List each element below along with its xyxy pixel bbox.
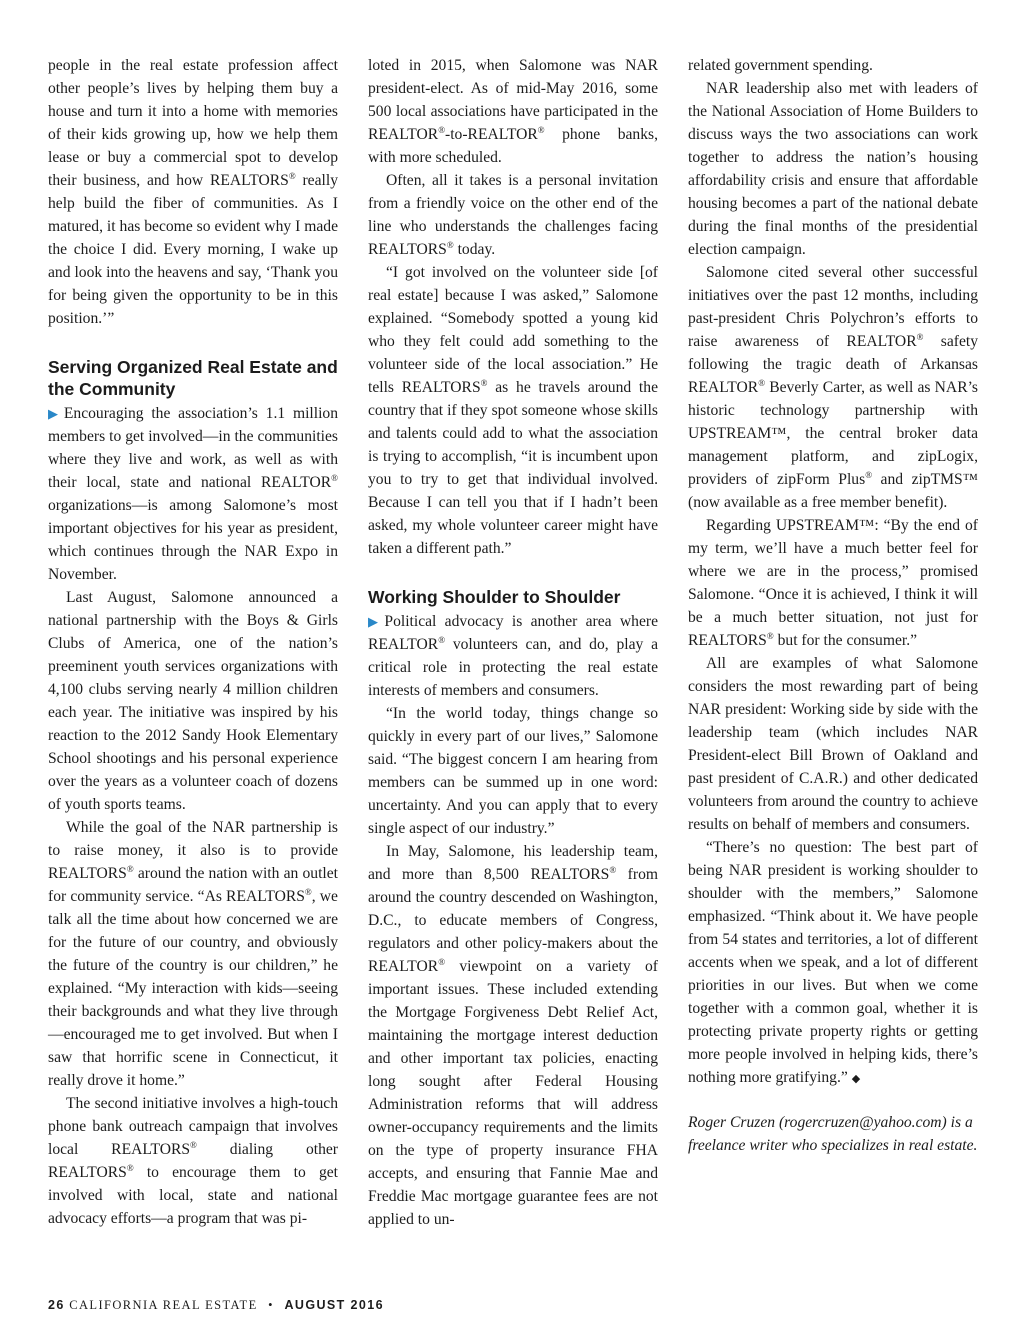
arrow-icon: ▶	[48, 406, 62, 421]
paragraph: Last August, Salomone announced a national partnership with the Boys & Girls Clubs of America, one of the nation’s preeminent youth services organizations with 4,100 clubs serving nearly 4 million children each year. The initiative was inspired by his reaction to the 2012 Sandy Hook Elementary School shootings and his personal experience over the years as a volunteer coach of dozens of youth sports teams.	[48, 589, 338, 813]
paragraph: The second initiative involves a high-touch phone bank outreach campaign that involves local REALTORS® dialing other REALTORS® to encourage them to get involved with local, state and national advocacy efforts—a program that was pi-	[48, 1095, 338, 1227]
paragraph: related government spending.	[688, 57, 873, 74]
paragraph: “I got involved on the volunteer side [of real estate] because I was asked,” Salomone explained. “Somebody spotted a young kid who they felt could add something to the volunteer side of the local association.” He tells REALTORS® as he travels around the country that if they spot someone whose skills and talents could add to what the association is trying to accomplish, “it is incumbent upon you to try to get that individual involved. Because I can tell you that if I hadn’t been asked, my whole volunteer career might have taken a different path.”	[368, 264, 658, 557]
paragraph: While the goal of the NAR partnership is to raise money, it also is to provide REALTORS® around the nation with an outlet for community service. “As REALTORS®, we talk all the time about how concerned we are for the future of our country, and obviously the future of the country is our children,” he explained. “My interaction with kids—seeing their backgrounds and what they live through—encouraged me to get involved. But when I saw that horrific scene in Connecticut, it really drove it home.”	[48, 819, 338, 1089]
paragraph: NAR leadership also met with leaders of the National Association of Home Builders to discuss ways the two associations can work together to address the nation’s housing affordability crisis and ensure that affordable housing becomes a part of the national debate during the final months of the presidential election campaign.	[688, 80, 978, 258]
paragraph: Regarding UPSTREAM™: “By the end of my term, we’ll have a much better feel for where we are in the process,” promised Salomone. “Once it is achieved, I think it will be a much better situation, not just for REALTORS® but for the consumer.”	[688, 517, 978, 649]
paragraph: ▶ Encouraging the association’s 1.1 million members to get involved—in the communities where they live and work, as well as with their local, state and national REALTOR® organizations—is among Salomone’s most important objectives for his year as president, which continues through the NAR Expo in November.	[48, 405, 338, 583]
issue-date: AUGUST 2016	[284, 1298, 384, 1312]
section-heading: Working Shoulder to Shoulder	[368, 587, 621, 607]
page-footer	[48, 1298, 384, 1313]
footer-separator: •	[268, 1298, 274, 1312]
publication-name: CALIFORNIA REAL ESTATE	[69, 1298, 258, 1312]
paragraph: ▶ Political advocacy is another area where REALTOR® volunteers can, and do, play a critical role in protecting the real estate interests of members and consumers.	[368, 613, 658, 699]
page-number: 26	[48, 1298, 65, 1312]
article-column-1	[48, 54, 338, 1230]
article-column-2	[368, 54, 658, 1231]
paragraph: In May, Salomone, his leadership team, and more than 8,500 REALTORS® from around the country descended on Washington, D.C., to educate members of Congress, regulators and other policy-makers about the REALTOR® viewpoint on a variety of important issues. These included extending the Mortgage Forgiveness Debt Relief Act, maintaining the mortgage interest deduction and other important tax policies, enacting long sought after Federal Housing Administration reforms that will address owner-occupancy requirements and the limits on the type of property insurance FHA accepts, and ensuring that Fannie Mae and Freddie Mac mortgage guarantee fees are not applied to un-	[368, 843, 658, 1228]
article-column-3	[688, 54, 978, 1157]
paragraph: loted in 2015, when Salomone was NAR president-elect. As of mid-May 2016, some 500 local associations have participated in the REALTOR®-to-REALTOR® phone banks, with more scheduled.	[368, 57, 658, 166]
author-byline: Roger Cruzen (rogercruzen@yahoo.com) is a freelance writer who specializes in real estate.	[688, 1114, 978, 1154]
arrow-icon: ▶	[368, 614, 383, 629]
paragraph: people in the real estate profession affect other people’s lives by helping them buy a house and turn it into a home with memories of their kids growing up, how we help them lease or buy a commercial spot to develop their business, and how REALTORS® really help build the fiber of communities. As I matured, it has become so evident why I made the choice I did. Every morning, I wake up and look into the heavens and say, ‘Thank you for being given the opportunity to be in this position.’”	[48, 57, 338, 327]
paragraph: Often, all it takes is a personal invitation from a friendly voice on the other end of the line who understands the challenges facing REALTORS® today.	[368, 172, 658, 258]
paragraph: “There’s no question: The best part of being NAR president is working shoulder to shoulder with the members,” Salomone emphasized. “Think about it. We have people from 54 states and territories, a lot of different accents when we speak, and a lot of different priorities in our lives. But when we come together with a common goal, whether it is protecting private property rights or getting more people involved in helping kids, there’s nothing more gratifying.” ◆	[688, 839, 978, 1086]
paragraph: All are examples of what Salomone considers the most rewarding part of being NAR president: Working side by side with the leadership team (which includes NAR President-elect Bill Brown of Oakland and past president of C.A.R.) and other dedicated volunteers from around the country to achieve results on behalf of members and consumers.	[688, 655, 978, 833]
paragraph: “In the world today, things change so quickly in every part of our lives,” Salomone said. “The biggest concern I am hearing from members can be summed up in one word: uncertainty. And you can apply that to every single aspect of our industry.”	[368, 705, 658, 837]
section-heading: Serving Organized Real Estate and the Community	[48, 357, 338, 399]
end-mark-icon: ◆	[851, 1073, 861, 1085]
paragraph: Salomone cited several other successful initiatives over the past 12 months, including past-president Chris Polychron’s efforts to raise awareness of REALTOR® safety following the tragic death of Arkansas REALTOR® Beverly Carter, as well as NAR’s historic technology partnership with UPSTREAM™, the central broker data management platform, and zipLogix, providers of zipForm Plus® and zipTMS™ (now available as a free member benefit).	[688, 264, 978, 511]
